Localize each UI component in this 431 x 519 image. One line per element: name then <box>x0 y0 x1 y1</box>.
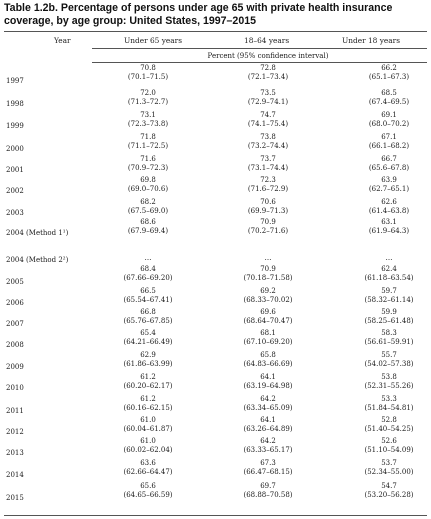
cell-under18 <box>334 416 431 435</box>
cell-18-64 <box>213 416 323 435</box>
row-year: 2005 <box>6 278 24 286</box>
cell-confidence-interval: (67.5–69.0) <box>127 207 169 216</box>
cell-value: 70.6 <box>260 198 276 206</box>
cell-confidence-interval: (73.2–74.4) <box>247 142 289 151</box>
cell-confidence-interval: (69.9–71.3) <box>247 207 289 216</box>
cell-confidence-interval: (70.18–71.58) <box>243 274 293 283</box>
cell-value: 66.8 <box>140 308 156 316</box>
row-year: 2009 <box>6 363 24 371</box>
cell-value: 64.1 <box>260 373 276 381</box>
cell-confidence-interval: (60.02–62.04) <box>123 446 173 455</box>
cell-under65 <box>93 133 203 152</box>
row-year: 2007 <box>6 320 24 328</box>
cell-value: 65.4 <box>140 329 156 337</box>
row-year: 2012 <box>6 428 24 436</box>
cell-under65 <box>93 482 203 501</box>
cell-confidence-interval: (63.34–65.09) <box>243 404 293 413</box>
cell-value: 63.1 <box>381 218 397 226</box>
cell-value: 62.9 <box>140 351 156 359</box>
cell-confidence-interval: (61.18–63.54) <box>364 274 414 283</box>
cell-value: 68.4 <box>140 265 156 273</box>
cell-confidence-interval: (64.65–66.59) <box>123 491 173 500</box>
cell-value: 64.2 <box>260 437 276 445</box>
cell-under18 <box>334 111 431 130</box>
cell-confidence-interval: (65.6–67.8) <box>368 164 410 173</box>
cell-confidence-interval: (62.7–65.1) <box>368 185 410 194</box>
cell-confidence-interval: (67.10–69.20) <box>243 338 293 347</box>
cell-under65 <box>93 198 203 217</box>
cell-confidence-interval: (60.20–62.17) <box>123 382 173 391</box>
cell-under65 <box>93 111 203 130</box>
cell-confidence-interval: (65.54–67.41) <box>123 296 173 305</box>
cell-confidence-interval: (51.10–54.09) <box>364 446 414 455</box>
cell-18-64 <box>213 395 323 414</box>
header-18-64: 18–64 years <box>244 36 290 45</box>
cell-confidence-interval: (72.9–74.1) <box>247 98 289 107</box>
cell-under18 <box>334 373 431 392</box>
cell-under65 <box>93 287 203 306</box>
cell-confidence-interval: (56.61–59.91) <box>364 338 414 347</box>
cell-18-64 <box>213 459 323 478</box>
cell-confidence-interval: (70.1–71.5) <box>127 73 169 82</box>
cell-under18 <box>334 133 431 152</box>
cell-under65 <box>93 437 203 456</box>
cell-value: 63.6 <box>140 459 156 467</box>
cell-18-64 <box>213 265 323 284</box>
cell-confidence-interval: (61.86–63.99) <box>123 360 173 369</box>
top-rule <box>4 31 427 32</box>
cell-18-64 <box>213 329 323 348</box>
cell-under18 <box>334 437 431 456</box>
cell-18-64 <box>213 218 323 237</box>
cell-18-64 <box>213 155 323 174</box>
header-under18: Under 18 years <box>342 36 401 45</box>
cell-value: 70.8 <box>140 64 156 72</box>
cell-under18 <box>334 459 431 478</box>
cell-value: … <box>144 254 152 262</box>
cell-value: … <box>264 254 272 262</box>
cell-value: 53.3 <box>381 395 397 403</box>
cell-confidence-interval: (65.76–67.85) <box>123 317 173 326</box>
cell-value: 70.9 <box>260 265 276 273</box>
row-year: 2006 <box>6 299 24 307</box>
cell-value: 69.6 <box>260 308 276 316</box>
cell-confidence-interval: (67.9–69.4) <box>127 227 169 236</box>
row-year: 2008 <box>6 341 24 349</box>
cell-value: 54.7 <box>381 482 397 490</box>
row-year: 2002 <box>6 187 24 195</box>
cell-confidence-interval: (71.6–72.9) <box>247 185 289 194</box>
cell-under18 <box>334 198 431 217</box>
cell-value: 66.5 <box>140 287 156 295</box>
cell-18-64 <box>213 437 323 456</box>
cell-value: 52.8 <box>381 416 397 424</box>
cell-confidence-interval: (52.34–55.00) <box>364 468 414 477</box>
cell-value: 73.7 <box>260 155 276 163</box>
cell-confidence-interval: (53.20–56.28) <box>364 491 414 500</box>
row-year: 1998 <box>6 100 24 108</box>
cell-confidence-interval: (71.3–72.7) <box>127 98 169 107</box>
cell-18-64 <box>213 373 323 392</box>
cell-under65 <box>93 395 203 414</box>
cell-value: 72.3 <box>260 176 276 184</box>
cell-confidence-interval: (68.64–70.47) <box>243 317 293 326</box>
cell-value: 59.7 <box>381 287 397 295</box>
cell-under18 <box>334 218 431 237</box>
cell-confidence-interval: (64.21–66.49) <box>123 338 173 347</box>
cell-value: 53.7 <box>381 459 397 467</box>
cell-value: 68.5 <box>381 89 397 97</box>
cell-value: 73.8 <box>260 133 276 141</box>
cell-value: 74.7 <box>260 111 276 119</box>
cell-under65 <box>93 265 203 284</box>
cell-under65 <box>93 459 203 478</box>
cell-value: … <box>385 254 393 262</box>
cell-under18 <box>334 176 431 195</box>
header-year: Year <box>54 36 71 45</box>
cell-confidence-interval: (52.31–55.26) <box>364 382 414 391</box>
cell-confidence-interval: (68.88–70.58) <box>243 491 293 500</box>
cell-value: 55.7 <box>381 351 397 359</box>
cell-18-64 <box>213 89 323 108</box>
row-year: 2015 <box>6 494 24 502</box>
row-year: 2000 <box>6 145 24 153</box>
cell-confidence-interval: (67.4–69.5) <box>368 98 410 107</box>
cell-confidence-interval: (62.66–64.47) <box>123 468 173 477</box>
header-rule <box>92 48 427 49</box>
cell-confidence-interval: (63.19–64.98) <box>243 382 293 391</box>
bottom-rule <box>4 515 427 516</box>
cell-value: 71.6 <box>140 155 156 163</box>
cell-value: 68.2 <box>140 198 156 206</box>
cell-confidence-interval: (64.83–66.69) <box>243 360 293 369</box>
cell-confidence-interval: (58.25–61.48) <box>364 317 414 326</box>
cell-under18 <box>334 155 431 174</box>
cell-18-64 <box>213 254 323 263</box>
cell-under18 <box>334 64 431 83</box>
cell-confidence-interval: (61.4–63.8) <box>368 207 410 216</box>
row-year: 2013 <box>6 449 24 457</box>
subheader-rule <box>92 62 427 63</box>
cell-confidence-interval: (66.47–68.15) <box>243 468 293 477</box>
cell-18-64 <box>213 176 323 195</box>
cell-under65 <box>93 155 203 174</box>
cell-18-64 <box>213 111 323 130</box>
table-title: Table 1.2b. Percentage of persons under age 65 with private health insurance coverage, by age group: United States, 1997–2015 <box>4 2 393 27</box>
cell-confidence-interval: (51.40–54.25) <box>364 425 414 434</box>
cell-value: 61.2 <box>140 373 156 381</box>
cell-value: 61.0 <box>140 416 156 424</box>
cell-value: 69.7 <box>260 482 276 490</box>
cell-value: 69.2 <box>260 287 276 295</box>
cell-value: 59.9 <box>381 308 397 316</box>
cell-confidence-interval: (68.0–70.2) <box>368 120 410 129</box>
cell-value: 67.1 <box>381 133 397 141</box>
cell-value: 73.1 <box>140 111 156 119</box>
cell-under18 <box>334 482 431 501</box>
cell-18-64 <box>213 351 323 370</box>
cell-value: 64.1 <box>260 416 276 424</box>
cell-confidence-interval: (69.0–70.6) <box>127 185 169 194</box>
cell-confidence-interval: (63.33–65.17) <box>243 446 293 455</box>
cell-under65 <box>93 254 203 263</box>
cell-confidence-interval: (72.1–73.4) <box>247 73 289 82</box>
cell-value: 52.6 <box>381 437 397 445</box>
cell-confidence-interval: (67.66–69.20) <box>123 274 173 283</box>
cell-value: 69.8 <box>140 176 156 184</box>
cell-under18 <box>334 265 431 284</box>
cell-confidence-interval: (72.3–73.8) <box>127 120 169 129</box>
cell-confidence-interval: (65.1–67.3) <box>368 73 410 82</box>
cell-18-64 <box>213 287 323 306</box>
cell-18-64 <box>213 64 323 83</box>
cell-under18 <box>334 395 431 414</box>
cell-under18 <box>334 308 431 327</box>
row-year: 2004 (Method 1¹) <box>6 229 69 237</box>
cell-confidence-interval: (74.1–75.4) <box>247 120 289 129</box>
cell-value: 65.8 <box>260 351 276 359</box>
percent-subheader: Percent (95% confidence interval) <box>207 52 329 60</box>
cell-under18 <box>334 89 431 108</box>
cell-under65 <box>93 416 203 435</box>
cell-confidence-interval: (60.04–61.87) <box>123 425 173 434</box>
cell-confidence-interval: (54.02–57.38) <box>364 360 414 369</box>
cell-confidence-interval: (68.33–70.02) <box>243 296 293 305</box>
header-under65: Under 65 years <box>124 36 183 45</box>
cell-value: 63.9 <box>381 176 397 184</box>
cell-value: 62.6 <box>381 198 397 206</box>
cell-confidence-interval: (71.1–72.5) <box>127 142 169 151</box>
cell-under65 <box>93 308 203 327</box>
cell-value: 66.2 <box>381 64 397 72</box>
row-year: 2001 <box>6 166 24 174</box>
cell-confidence-interval: (70.9–72.3) <box>127 164 169 173</box>
cell-value: 66.7 <box>381 155 397 163</box>
cell-18-64 <box>213 482 323 501</box>
cell-value: 61.2 <box>140 395 156 403</box>
cell-confidence-interval: (51.84–54.81) <box>364 404 414 413</box>
cell-under18 <box>334 329 431 348</box>
cell-under65 <box>93 373 203 392</box>
cell-under65 <box>93 64 203 83</box>
cell-value: 68.6 <box>140 218 156 226</box>
row-year: 2014 <box>6 471 24 479</box>
cell-confidence-interval: (60.16–62.15) <box>123 404 173 413</box>
cell-value: 73.5 <box>260 89 276 97</box>
cell-value: 53.8 <box>381 373 397 381</box>
cell-value: 71.8 <box>140 133 156 141</box>
row-year: 2010 <box>6 384 24 392</box>
cell-value: 58.3 <box>381 329 397 337</box>
cell-confidence-interval: (73.1–74.4) <box>247 164 289 173</box>
cell-value: 70.9 <box>260 218 276 226</box>
cell-under65 <box>93 89 203 108</box>
cell-value: 72.8 <box>260 64 276 72</box>
cell-18-64 <box>213 308 323 327</box>
cell-value: 65.6 <box>140 482 156 490</box>
row-year: 1997 <box>6 77 24 85</box>
cell-under65 <box>93 176 203 195</box>
cell-under65 <box>93 218 203 237</box>
row-year: 2003 <box>6 209 24 217</box>
cell-confidence-interval: (70.2–71.6) <box>247 227 289 236</box>
cell-confidence-interval: (66.1–68.2) <box>368 142 410 151</box>
cell-18-64 <box>213 198 323 217</box>
cell-confidence-interval: (58.32–61.14) <box>364 296 414 305</box>
cell-value: 64.2 <box>260 395 276 403</box>
cell-value: 68.1 <box>260 329 276 337</box>
cell-confidence-interval: (63.26–64.89) <box>243 425 293 434</box>
cell-under65 <box>93 329 203 348</box>
cell-under18 <box>334 287 431 306</box>
cell-under18 <box>334 351 431 370</box>
cell-value: 69.1 <box>381 111 397 119</box>
row-year: 2004 (Method 2²) <box>6 256 69 264</box>
row-year: 2011 <box>6 407 24 415</box>
cell-confidence-interval: (61.9–64.3) <box>368 227 410 236</box>
cell-under18 <box>334 254 431 263</box>
row-year: 1999 <box>6 122 24 130</box>
cell-18-64 <box>213 133 323 152</box>
cell-value: 62.4 <box>381 265 397 273</box>
cell-value: 61.0 <box>140 437 156 445</box>
cell-under65 <box>93 351 203 370</box>
cell-value: 67.3 <box>260 459 276 467</box>
cell-value: 72.0 <box>140 89 156 97</box>
